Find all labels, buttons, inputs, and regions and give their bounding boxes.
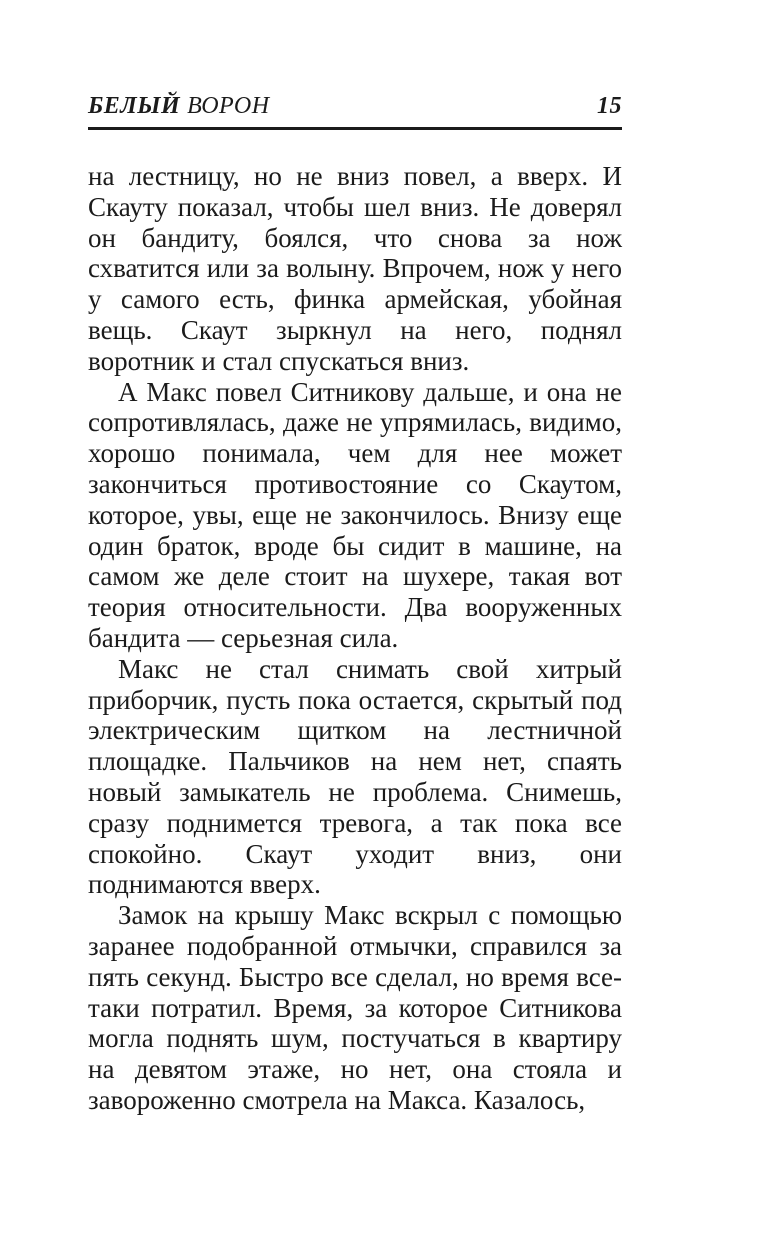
- paragraph-4: Замок на крышу Макс вскрыл с помощью заранее подобранной отмычки, справился за пять секунд. Быстро все сделал, но время все-таки потратил. Время, за которое Ситникова могла поднять шум, постучаться в квартиру на девятом этаже, но нет, она стояла и завороженно смотрела на Макса. Казалось,: [88, 900, 622, 1115]
- running-title-word-2: ВОРОН: [187, 93, 270, 119]
- paragraph-3: Макс не стал снимать свой хитрый приборчик, пусть пока остается, скрытый под электрическим щитком на лестничной площадке. Пальчиков на нем нет, спаять новый замыкатель не проблема. Снимешь, сразу поднимется тревога, а так пока все спокойно. Скаут уходит вниз, они поднимаются вверх.: [88, 653, 622, 900]
- paragraph-2: А Макс повел Ситникову дальше, и она не сопротивлялась, даже не упрямилась, видимо, хорошо понимала, чем для нее может закончиться противостояние со Скаутом, которое, увы, еще не закончилось. Внизу еще один браток, вроде бы сидит в машине, на самом же деле стоит на шухере, такая вот теория относительности. Два вооруженных бандита — серьезная сила.: [88, 376, 622, 653]
- header-rule: [88, 127, 622, 130]
- text-block: [88, 161, 622, 1116]
- running-title-word-1: БЕЛЫЙ: [88, 93, 181, 119]
- paragraph-1: на лестницу, но не вниз повел, а вверх. И Скауту показал, чтобы шел вниз. Не доверял он бандиту, боялся, что снова за нож схватится или за волыну. Впрочем, нож у него у самого есть, финка армейская, убойная вещь. Скаут зыркнул на него, поднял воротник и стал спускаться вниз.: [88, 161, 622, 376]
- page-header: [88, 93, 622, 119]
- page-number: 15: [597, 93, 622, 119]
- running-title: [88, 93, 270, 119]
